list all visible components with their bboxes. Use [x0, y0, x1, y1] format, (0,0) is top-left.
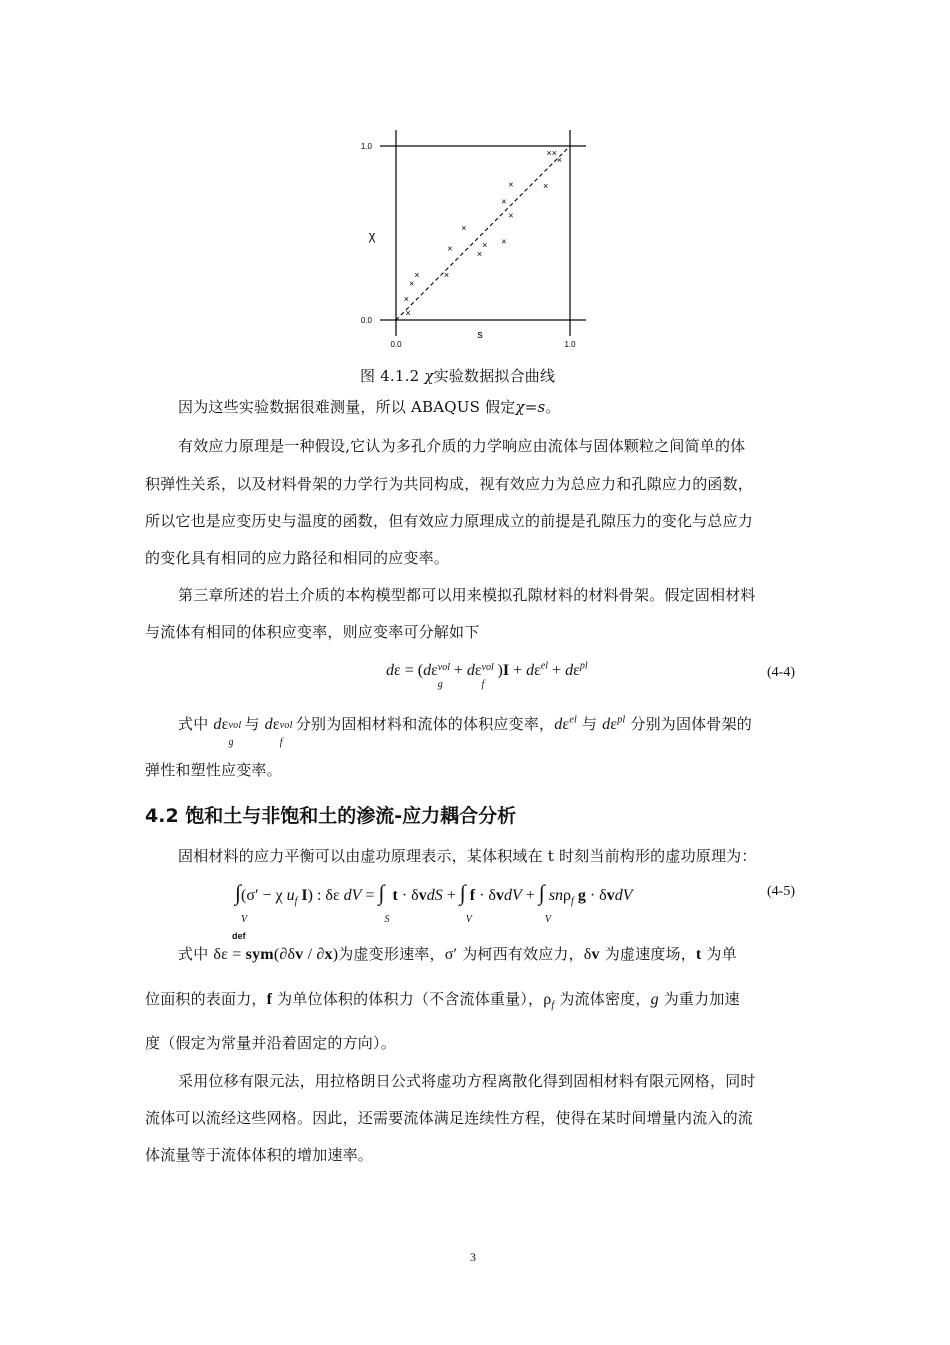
- para6-line2b: 为单位体积的体积力（不含流体重量），: [277, 990, 544, 1008]
- paragraph-effective-stress-line3: 所以它也是应变历史与温度的函数，但有效应力原理成立的前提是孔隙压力的变化与总应力: [145, 512, 754, 530]
- x-axis-label: s: [477, 329, 483, 341]
- data-point-6: ×: [461, 222, 467, 233]
- data-point-8: ×: [482, 240, 488, 251]
- para1-text: 因为这些实验数据很难测量，所以 ABAQUS 假定: [178, 398, 516, 416]
- para1-eq: =: [524, 398, 538, 416]
- x-tick-right-label: 1.0: [564, 340, 576, 349]
- data-point-16: ×: [556, 154, 563, 165]
- equation-4-5: ∫ V (σ′ − χ $u_f$ I) : δε dV = ∫ S t · δvdS + ∫ V f · δvdV + ∫ V snρ$_f$ g · δvdV: [235, 880, 633, 925]
- para6-a: 式中: [178, 945, 209, 963]
- data-point-15: ×: [551, 147, 557, 158]
- paragraph-effective-stress-line4: 的变化具有相同的应力路径和相同的应变率。: [145, 549, 450, 567]
- paragraph-abaqus-assumption: [178, 397, 561, 417]
- paragraph-terms-line3: 度（假定为常量并沿着固定的方向）。: [145, 1034, 396, 1052]
- caption-text: 实验数据拟合曲线: [433, 367, 556, 385]
- para1-end: 。: [545, 398, 561, 416]
- data-point-12: ×: [508, 179, 514, 190]
- def-label: def: [232, 931, 246, 941]
- para6-d: 为虚速度场，: [604, 945, 696, 963]
- equation-4-5-number: (4-5): [767, 884, 795, 899]
- data-point-4: ×: [443, 269, 450, 280]
- fit-line: [396, 146, 570, 320]
- data-point-5: ×: [447, 243, 453, 254]
- section-heading: 4.2 饱和土与非饱和土的渗流-应力耦合分析: [145, 805, 517, 827]
- paragraph-constitutive-line1: 第三章所述的岩土介质的本构模型都可以用来模拟孔隙材料的材料骨架。假定固相材料: [178, 586, 756, 604]
- data-point-14: ×: [546, 147, 552, 158]
- data-point-7: ×: [476, 248, 483, 259]
- y-tick-bottom-label: 0.0: [360, 316, 372, 325]
- paragraph-effective-stress-line1: 有效应力原理是一种假设,它认为多孔介质的力学响应由流体与固体颗粒之间简单的体: [178, 437, 746, 455]
- paragraph-constitutive-line2: 与流体有相同的体积应变率，则应变率可分解如下: [145, 623, 480, 641]
- para1-s: s: [537, 398, 546, 416]
- para6-line2c: 为流体密度，: [559, 990, 651, 1008]
- data-point-10: ×: [501, 196, 507, 207]
- x-tick-left-label: 0.0: [390, 340, 402, 349]
- y-axis-label: χ: [368, 228, 376, 243]
- data-point-0: ×: [405, 308, 411, 319]
- para6-line2d: 为重力加速: [663, 990, 740, 1008]
- para4-d: 与: [581, 715, 598, 733]
- caption-symbol: χ: [424, 367, 434, 385]
- para6-c: 为柯西有效应力，: [462, 945, 584, 963]
- caption-prefix: 图 4.1.2: [360, 367, 420, 385]
- page-number: 3: [470, 1250, 476, 1264]
- para4-e: 分别为固体骨架的: [630, 715, 752, 733]
- figure-caption: [360, 366, 555, 386]
- chi-vs-s-chart: [340, 120, 600, 360]
- paragraph-terms-line2: 位面积的表面力，f 为单位体积的体积力（不含流体重量），$\rho_f$ 为流体密度，g 为重力加速: [145, 990, 740, 1012]
- paragraph-strain-terms-line2: 弹性和塑性应变率。: [145, 761, 282, 779]
- paragraph-virtual-work: 固相材料的应力平衡可以由虚功原理表示，某体积域在 t 时刻当前构形的虚功原理为：: [178, 847, 757, 865]
- paragraph-fem-line1: 采用位移有限元法，用拉格朗日公式将虚功方程离散化得到固相材料有限元网格，同时: [178, 1072, 756, 1090]
- para4-a: 式中: [178, 715, 209, 733]
- para6-line2a: 位面积的表面力，: [145, 990, 267, 1008]
- data-point-13: ×: [543, 181, 549, 192]
- paragraph-strain-terms: 式中 dε vol g 与 dε vol f 分别为固相材料和流体的体积应变率，$d\varepsilon^{el}$ 与 $d\varepsilon^{pl}$ 分别为固体骨架的: [178, 714, 752, 748]
- paragraph-fem-line3: 体流量等于流体体积的增加速率。: [145, 1146, 374, 1164]
- para4-b: 与: [244, 715, 260, 733]
- para4-c: 分别为固相材料和流体的体积应变率，: [295, 715, 555, 733]
- data-point-11: ×: [508, 210, 514, 221]
- para6-e: 为单: [706, 945, 737, 963]
- data-point-3: ×: [414, 269, 420, 280]
- paragraph-terms-line1: 式中 δε = sym(∂δv / ∂x)为虚变形速率，σ′ 为柯西有效应力，δv 为虚速度场，t 为单: [178, 945, 737, 963]
- data-point-1: ×: [403, 294, 410, 305]
- paragraph-fem-line2: 流体可以流经这些网格。因此，还需要流体满足连续性方程，使得在某时间增量内流入的流: [145, 1109, 754, 1127]
- para1-chi: χ: [515, 398, 525, 416]
- equation-4-4: dε = (dε vol g + dε vol f )$I + d\varepsilon^{el} + d\varepsilon^{pl}$: [386, 660, 588, 690]
- equation-4-4-number: (4-4): [767, 665, 795, 680]
- data-point-9: ×: [501, 236, 507, 247]
- y-tick-top-label: 1.0: [360, 142, 372, 151]
- paragraph-effective-stress-line2: 积弹性关系，以及材料骨架的力学行为共同构成，视有效应力为总应力和孔隙应力的函数，: [145, 475, 754, 493]
- para6-b: 为虚变形速率，: [338, 945, 445, 963]
- data-point-2: ×: [409, 278, 415, 289]
